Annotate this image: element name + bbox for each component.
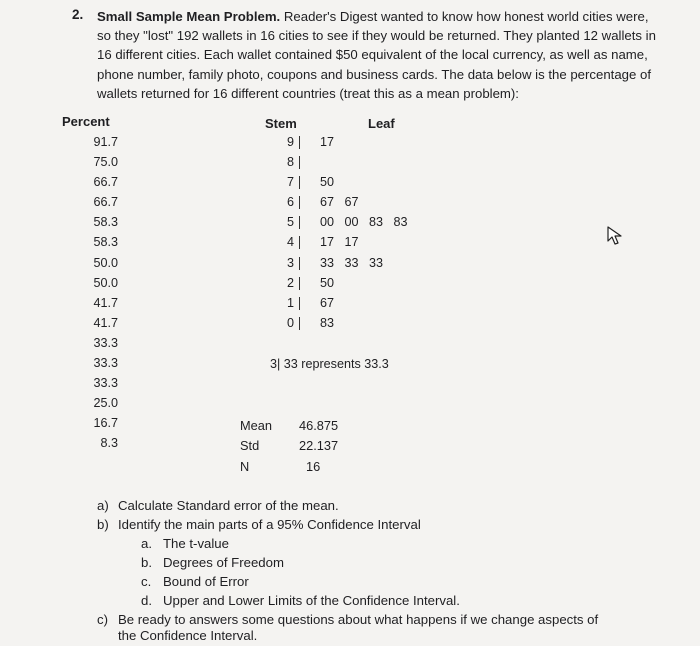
percent-value: 33.3 [93, 376, 118, 391]
subtask-marker: c. [141, 574, 152, 589]
stem-row [266, 212, 306, 232]
stem-divider [299, 216, 300, 229]
leaf-list [320, 132, 460, 333]
task-c-line1: Be ready to answers some questions about what happens if we change aspects of [118, 612, 599, 627]
stem-divider [299, 196, 300, 209]
question-intro [97, 7, 657, 103]
stem-row [266, 253, 306, 273]
percent-value: 66.7 [93, 175, 118, 190]
leaf-header: Leaf [368, 116, 395, 131]
stem-leaf-key: 3| 33 represents 33.3 [270, 357, 389, 371]
percent-value: 58.3 [93, 215, 118, 230]
stem-header: Stem [265, 116, 297, 131]
question-title: Small Sample Mean Problem. [97, 9, 281, 24]
task-a-text: Calculate Standard error of the mean. [118, 498, 339, 513]
leaf-value: 17 17 [320, 235, 359, 250]
stem-row [266, 273, 306, 293]
percent-value: 41.7 [93, 295, 118, 310]
stem-value: 1 [286, 295, 294, 310]
leaf-value: 67 67 [320, 195, 359, 210]
stem-value: 0 [286, 315, 294, 330]
mouse-pointer-icon [607, 226, 625, 251]
percent-value: 25.0 [93, 396, 118, 411]
leaf-value: 50 [320, 275, 335, 290]
percent-value: 33.3 [93, 356, 118, 371]
stem-value: 2 [286, 275, 294, 290]
stem-row [266, 192, 306, 212]
percent-list [58, 132, 118, 454]
percent-value: 91.7 [93, 135, 118, 149]
stem-row [266, 313, 306, 333]
question-number: 2. [72, 7, 84, 22]
stem-value: 3 [286, 255, 294, 270]
subtask-text: Upper and Lower Limits of the Confidence Interval. [163, 593, 460, 608]
percent-value: 75.0 [93, 155, 118, 170]
percent-value: 66.7 [93, 195, 118, 210]
subtask-marker: d. [141, 593, 152, 608]
percent-value: 41.7 [93, 315, 118, 330]
leaf-value: 17 [320, 135, 335, 149]
subtask-text: Bound of Error [163, 574, 249, 589]
leaf-value: 83 [320, 315, 335, 330]
subtask-text: Degrees of Freedom [163, 555, 284, 570]
subtask-marker: a. [141, 536, 152, 551]
subtask-marker: b. [141, 555, 152, 570]
stem-divider [299, 156, 300, 169]
subtask-text: The t-value [163, 536, 229, 551]
task-b-marker: b) [97, 517, 109, 532]
std-label: Std [240, 438, 260, 453]
stem-value: 7 [286, 175, 294, 190]
stem-divider [299, 257, 300, 270]
stem-divider [299, 277, 300, 290]
n-value: 16 [306, 459, 321, 474]
mean-value: 46.875 [299, 418, 339, 433]
percent-value: 50.0 [93, 255, 118, 270]
stem-divider [299, 236, 300, 249]
percent-value: 16.7 [93, 416, 118, 431]
stem-row [266, 232, 306, 252]
stem-row [266, 132, 306, 152]
leaf-value: 33 33 33 [320, 255, 384, 270]
stem-divider [299, 176, 300, 189]
stem-list [266, 132, 306, 333]
percent-value: 58.3 [93, 235, 118, 250]
leaf-value: 50 [320, 175, 335, 190]
stem-value: 6 [286, 195, 294, 210]
stem-value: 5 [286, 215, 294, 230]
stem-row [266, 172, 306, 192]
percent-value: 33.3 [93, 335, 118, 350]
stem-value: 8 [286, 155, 294, 170]
percent-header: Percent [62, 114, 110, 129]
question-body: Reader's Digest wanted to know how honest world cities were, so they "lost" 192 wallets in 16 cities to see if they would be returned. They planted 12 wallets in 16 different cities. Each wallet contained $50 equivalent of the local currency, as well as name, phone number, family photo, coupons and business cards. The data below is the percentage of wallets returned for 16 different countries (treat this as a mean problem): [97, 9, 656, 101]
percent-value: 50.0 [93, 275, 118, 290]
stem-value: 9 [286, 135, 294, 149]
stem-row [266, 293, 306, 313]
mean-label: Mean [240, 418, 273, 433]
stem-divider [299, 297, 300, 310]
n-label: N [240, 459, 250, 474]
percent-value: 8.3 [100, 436, 118, 451]
leaf-value: 67 [320, 295, 335, 310]
stem-divider [299, 136, 300, 149]
task-c-line2: the Confidence Interval. [118, 628, 258, 643]
task-b-text: Identify the main parts of a 95% Confidence Interval [118, 517, 421, 532]
leaf-value: 00 00 83 83 [320, 215, 408, 230]
stem-value: 4 [286, 235, 294, 250]
task-a-marker: a) [97, 498, 109, 513]
stem-row [266, 152, 306, 172]
stem-divider [299, 317, 300, 330]
std-value: 22.137 [299, 438, 339, 453]
task-c-marker: c) [97, 612, 108, 627]
leaf-value [320, 152, 460, 172]
